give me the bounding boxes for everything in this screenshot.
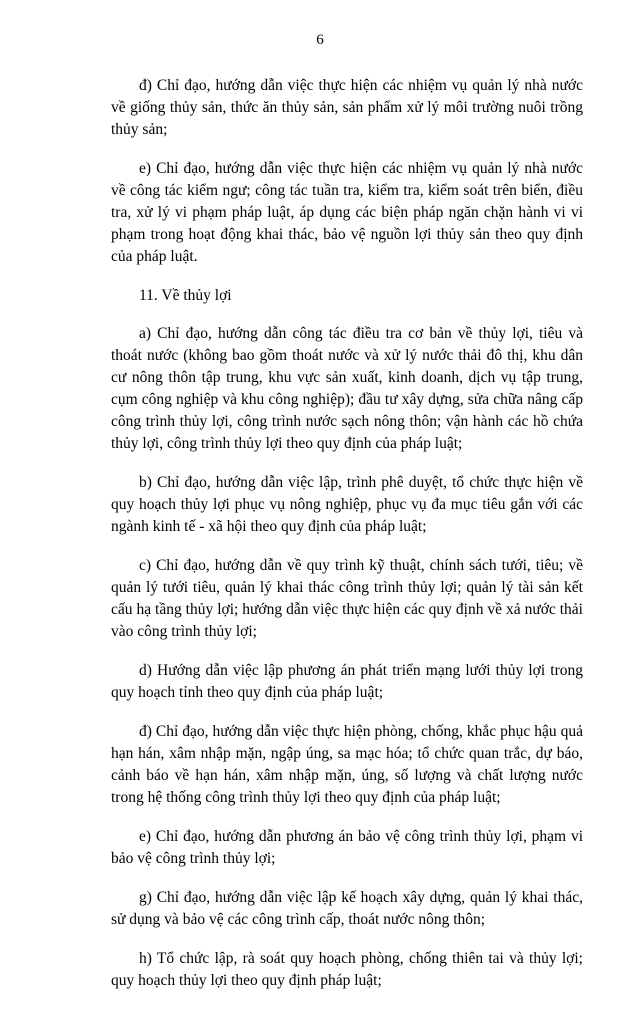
- paragraph-h-disaster-planning: h) Tổ chức lập, rà soát quy hoạch phòng, chống thiên tai và thủy lợi; quy hoạch thủy lợi theo quy định pháp luật;: [111, 950, 583, 989]
- page-number: 6: [316, 32, 324, 48]
- section-heading-irrigation: 11. Về thủy lợi: [139, 287, 232, 304]
- paragraph-b-irrigation-planning: b) Chỉ đạo, hướng dẫn việc lập, trình phê duyệt, tổ chức thực hiện về quy hoạch thủy lợi phục vụ nông nghiệp, phục vụ đa mục tiêu gắn với các ngành kinh tế - xã hội theo quy định của pháp luật;: [111, 474, 583, 535]
- paragraph-dd-drought-prevention: đ) Chỉ đạo, hướng dẫn việc thực hiện phòng, chống, khắc phục hậu quả hạn hán, xâm nhập mặn, ngập úng, sa mạc hóa; tổ chức quan trắc, dự báo, cảnh báo về hạn hán, xâm nhập mặn, úng, số lượng và chất lượng nước trong hệ thống công trình thủy lợi theo quy định của pháp luật;: [111, 723, 583, 806]
- paragraph-a-irrigation-survey: a) Chỉ đạo, hướng dẫn công tác điều tra cơ bản về thủy lợi, tiêu và thoát nước (không bao gồm thoát nước và xử lý nước thải đô thị, khu dân cư nông thôn tập trung, khu vực sản xuất, kinh doanh, dịch vụ tập trung, cụm công nghiệp và khu công nghiệp); đầu tư xây dựng, sửa chữa nâng cấp công trình thủy lợi, công trình nước sạch nông thôn; vận hành các hồ chứa thủy lợi, công trình thủy lợi theo quy định của pháp luật;: [111, 325, 583, 452]
- paragraph-c-irrigation-technical: c) Chỉ đạo, hướng dẫn về quy trình kỹ thuật, chính sách tưới, tiêu; về quản lý tưới tiêu, quản lý khai thác công trình thủy lợi; quản lý tài sản kết cấu hạ tầng thủy lợi; hướng dẫn việc thực hiện các quy định về xả nước thải vào công trình thủy lợi;: [111, 557, 583, 640]
- paragraph-e-irrigation-protection: e) Chỉ đạo, hướng dẫn phương án bảo vệ công trình thủy lợi, phạm vi bảo vệ công trình thủy lợi;: [111, 828, 583, 867]
- paragraph-dd-aquaculture: đ) Chỉ đạo, hướng dẫn việc thực hiện các nhiệm vụ quản lý nhà nước về giống thủy sản, thức ăn thủy sản, sản phẩm xử lý môi trường nuôi trồng thủy sản;: [111, 77, 583, 138]
- paragraph-g-rural-water: g) Chỉ đạo, hướng dẫn việc lập kế hoạch xây dựng, quản lý khai thác, sử dụng và bảo vệ các công trình cấp, thoát nước nông thôn;: [111, 889, 583, 928]
- paragraph-d-irrigation-network: d) Hướng dẫn việc lập phương án phát triển mạng lưới thủy lợi trong quy hoạch tỉnh theo quy định của pháp luật;: [111, 662, 583, 701]
- paragraph-e-fisheries-control: e) Chỉ đạo, hướng dẫn việc thực hiện các nhiệm vụ quản lý nhà nước về công tác kiểm ngư; công tác tuần tra, kiểm tra, kiểm soát trên biển, điều tra, xử lý vi phạm pháp luật, áp dụng các biện pháp ngăn chặn hành vi vi phạm trong hoạt động khai thác, bảo vệ nguồn lợi thủy sản theo quy định của pháp luật.: [111, 160, 583, 265]
- document-body: [111, 75, 583, 1009]
